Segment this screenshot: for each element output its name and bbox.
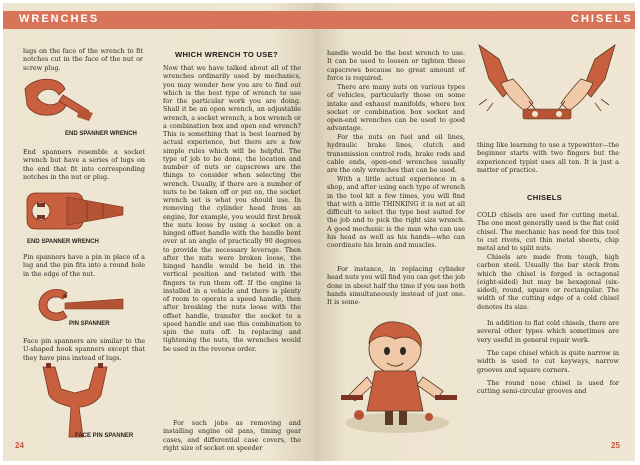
cold-chisels-text: COLD chisels are used for cutting metal. The one most generally used is the flat cold chisel. The mechanic has need for this tool to cut rivets, cut thin metal sheets, chip metal and to split nuts. xyxy=(477,211,619,252)
round-nose-chisel-text: The round nose chisel is used for cutting semi-circular grooves and xyxy=(477,379,619,396)
which-wrench-text: Now that we have talked about all of the wrenches ordinarily used by mechanics, you may wonder how you are to find out which is the best type of wrench to use for the particular work you are doing. Shall it be an open wrench, an adjustable wrench, a socket wrench, a box wrench or a combination box and open end wrench? This is something that is best learned by actual experience, but there are a few simple rules which will be helpful. The type of job to be done, the location and number of nuts or capscrews are the things to consider when selecting the wrench. Usually, if there are a number of nuts to be taken off or put on, the socket wrench set is what you should use. In removing the cylinder head from an engine, for example, you would first break the nuts loose by using a socket on a hinged offset handle with the handle bent over at an angle of practically 90 degrees to provide the necessary leverage. Then after the nuts were broken loose, the hinged handle would be held in the vertical position and twisted with the fingers to run them off. If the engine is installed in a vehicle and there is plenty of room to operate a speed handle, then after breaking the nuts loose with the offset handle, transfer the socket to a speed handle and use this combination to spin the nuts off. In replacing and tightening the nuts, the wrenches would be used in the reverse order. xyxy=(163,64,301,353)
experience-text: With a little actual experience in a shop, and after using each type of wrench in the tool kit a few times, you will find that with a little THINKING it is not at all difficult to select the type best suited for the job and to pick the right size wrench. A good mechanic is the man who can use his head as well as his hands—who can coordinate his brain and muscles. xyxy=(327,175,465,249)
page-number-left: 24 xyxy=(15,441,24,450)
end-spanner-text: End spanners resemble a socket wrench but have a series of lugs on the end that fit into corresponding notches in the nut or plug. xyxy=(23,148,145,181)
caption-end-spanner-1: END SPANNER WRENCH xyxy=(65,131,137,137)
page-number-right: 25 xyxy=(611,441,620,450)
page-header-title: WRENCHES xyxy=(19,13,100,25)
intro-text: lugs on the face of the wrench to fit notches cut in the face of the nut or screw plug. xyxy=(23,47,143,72)
socket-end-spanner-illustration xyxy=(23,187,141,237)
page-header-title: CHISELS xyxy=(571,13,633,25)
face-pin-spanner-text: Face pin spanners are similar to the U-shaped hook spanners except that they have pins instead of lugs. xyxy=(23,337,145,362)
face-pin-spanner-illustration xyxy=(35,361,134,441)
chisels-heading: CHISELS xyxy=(527,193,563,202)
caption-pin-spanner: PIN SPANNER xyxy=(69,321,110,327)
oil-pans-text: For such jobs as removing and installing engine oil pans, timing gear cases, and differential case covers, the right size of socket on speeder xyxy=(163,419,301,452)
right-page xyxy=(315,3,635,461)
pin-spanner-text: Pin spanners have a pin in place of a lug and the pin fits into a round hole in the edge of the nut. xyxy=(23,253,145,278)
hands-wrenches-illustration xyxy=(473,39,621,133)
left-page xyxy=(3,3,315,461)
fuel-lines-text: For the nuts on fuel and oil lines, hydraulic brake lines, clutch and transmission control rods, brake rods and cable ends, open-end wrenches usually are the only wrenches that can be used. xyxy=(327,133,465,174)
which-wrench-heading: WHICH WRENCH TO USE? xyxy=(175,50,278,59)
other-chisels-text: In addition to flat cold chisels, there are several other types which sometimes are very useful in general repair work. xyxy=(477,319,619,344)
cape-chisel-text: The cape chisel which is quite narrow in width is used to cut keyways, narrow grooves and square corners. xyxy=(477,349,619,374)
chisel-steel-text: Chisels are made from tough, high carbon steel. Usually the bar stock from which the chisel is forged is octagonal (eight-sided) but may be hexagonal (six-sided), round, square or rectangular. The width of the cutting edge of a cold chisel denotes its size. xyxy=(477,253,619,311)
cylinder-head-text: For instance, in replacing cylinder head nuts you will find you can get the job done in about half the time if you use both hands simultaneously instead of just one. It is some- xyxy=(327,265,465,306)
mechanic-cartoon-illustration xyxy=(331,311,463,441)
speeder-handle-text: handle would be the best wrench to use. It can be used to loosen or tighten these capscrews because no great amount of force is required. xyxy=(327,49,465,82)
manifold-nuts-text: There are many nuts on various types of vehicles, particularly those on some intake and exhaust manifolds, where box socket or combination box socket and open-end wrenches can be used to good advantage. xyxy=(327,83,465,133)
caption-face-pin-spanner: FACE PIN SPANNER xyxy=(75,433,134,439)
book-spread xyxy=(3,3,635,461)
typewriter-text: thing like learning to use a typewriter—the beginner starts with two fingers but the experienced typist uses all ten. It is just a matter of practice. xyxy=(477,141,619,174)
caption-end-spanner-2: END SPANNER WRENCH xyxy=(27,239,99,245)
end-spanner-wrench-illustration xyxy=(19,73,144,139)
